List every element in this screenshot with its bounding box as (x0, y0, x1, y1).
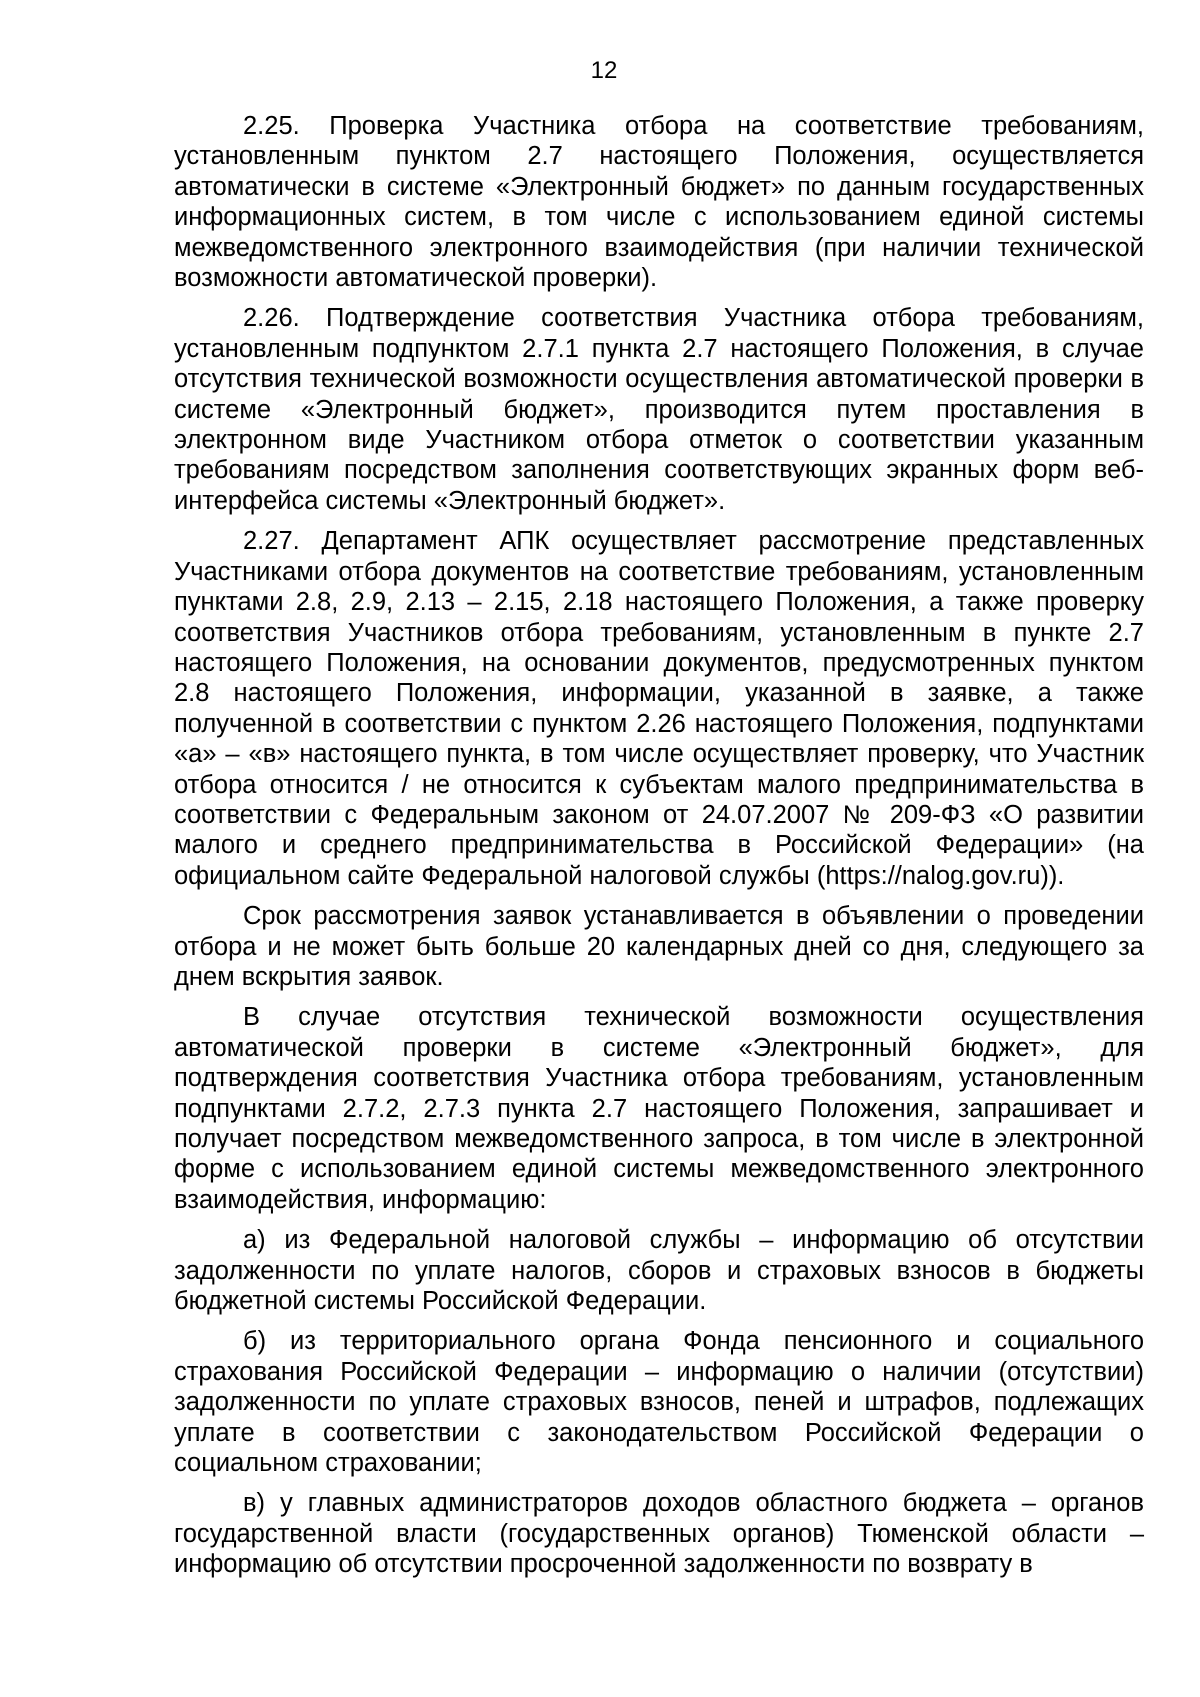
paragraph-interdepartmental-request: В случае отсутствия технической возможности осуществления автоматической проверки в системе «Электронный бюджет», для подтверждения соответствия Участника отбора требованиям, установленным подпунктами 2.7.2, 2.7.3 пункта 2.7 настоящего Положения, запрашивает и получает посредством межведомственного запроса, в том числе в электронной форме с использованием единой системы межведомственного электронного взаимодействия, информацию: (174, 1003, 1144, 1214)
paragraph-2-27: 2.27. Департамент АПК осуществляет рассмотрение представленных Участниками отбора документов на соответствие требованиям, установленным пунктами 2.8, 2.9, 2.13 – 2.15, 2.18 настоящего Положения, а также проверку соответствия Участников отбора требованиям, установленным в пункте 2.7 настоящего Положения, на основании документов, предусмотренных пунктом 2.8 настоящего Положения, информации, указанной в заявке, а также полученной в соответствии с пунктом 2.26 настоящего Положения, подпунктами «а» – «в» настоящего пункта, в том числе осуществляет проверку, что Участник отбора относится / не относится к субъектам малого предпринимательства в соответствии с Федеральным законом от 24.07.2007 № 209-ФЗ «О развитии малого и среднего предпринимательства в Российской Федерации» (на официальном сайте Федеральной налоговой службы (https://nalog.gov.ru)). (174, 527, 1144, 890)
paragraph-2-26: 2.26. Подтверждение соответствия Участника отбора требованиям, установленным подпунктом 2.7.1 пункта 2.7 настоящего Положения, в случае отсутствия технической возможности осуществления автоматической проверки в системе «Электронный бюджет», производится путем проставления в электронном виде Участником отбора отметок о соответствии указанным требованиям посредством заполнения соответствующих экранных форм веб-интерфейса системы «Электронный бюджет». (174, 304, 1144, 515)
list-item-b: б) из территориального органа Фонда пенсионного и социального страхования Российской Федерации – информацию о наличии (отсутствии) задолженности по уплате страховых взносов, пеней и штрафов, подлежащих уплате в соответствии с законодательством Российской Федерации о социальном страховании; (174, 1327, 1144, 1478)
list-item-v: в) у главных администраторов доходов областного бюджета – органов государственной власти (государственных органов) Тюменской области – информацию об отсутствии просроченной задолженности по возврату в (174, 1489, 1144, 1579)
list-item-a: а) из Федеральной налоговой службы – информацию об отсутствии задолженности по уплате налогов, сборов и страховых взносов в бюджеты бюджетной системы Российской Федерации. (174, 1226, 1144, 1316)
paragraph-review-deadline: Срок рассмотрения заявок устанавливается в объявлении о проведении отбора и не может быть больше 20 календарных дней со дня, следующего за днем вскрытия заявок. (174, 902, 1144, 991)
paragraph-2-25: 2.25. Проверка Участника отбора на соответствие требованиям, установленным пунктом 2.7 настоящего Положения, осуществляется автоматически в системе «Электронный бюджет» по данным государственных информационных систем, в том числе с использованием единой системы межведомственного электронного взаимодействия (при наличии технической возможности автоматической проверки). (174, 112, 1144, 293)
page-number: 12 (590, 57, 618, 84)
document-body (174, 111, 1144, 1590)
